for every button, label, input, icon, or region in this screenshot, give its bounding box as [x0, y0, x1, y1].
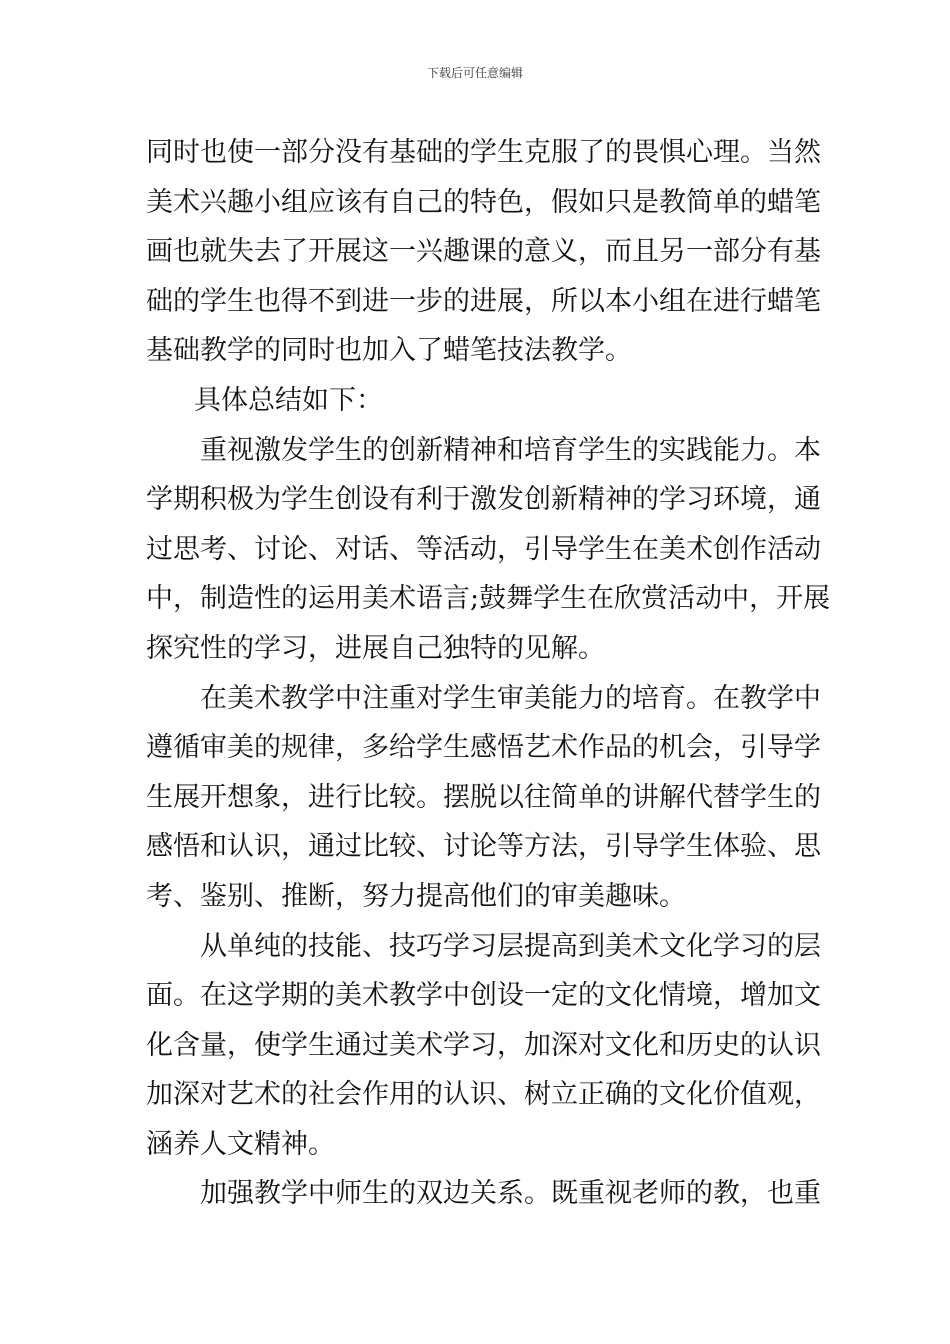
page-header: 下载后可任意编辑: [426, 66, 523, 80]
text-line: 基础教学的同时也加入了蜡笔技法教学。: [146, 335, 632, 367]
document-body: [146, 128, 831, 1219]
text-line: 具体总结如下：: [194, 384, 383, 416]
text-line: 生展开想象，进行比较。摆脱以往简单的讲解代替学生的: [146, 781, 821, 813]
text-line: 础的学生也得不到进一步的进展，所以本小组在进行蜡笔: [146, 285, 821, 317]
text-line: 考、鉴别、推断，努力提高他们的审美趣味。: [146, 880, 686, 912]
text-line: 涵养人文精神。: [146, 1128, 335, 1160]
text-line: 加深对艺术的社会作用的认识、树立正确的文化价值观，: [146, 1079, 821, 1111]
paragraph-start-line: 从单纯的技能、技巧学习层提高到美术文化学习的层: [200, 930, 821, 962]
text-line: 过思考、讨论、对话、等活动，引导学生在美术创作活动: [146, 533, 821, 565]
text-line: 面。在这学期的美术教学中创设一定的文化情境，增加文: [146, 980, 821, 1012]
text-line: 化含量，使学生通过美术学习，加深对文化和历史的认识: [146, 1029, 821, 1061]
text-line: 美术兴趣小组应该有自己的特色，假如只是教简单的蜡笔: [146, 186, 821, 218]
text-line: 同时也使一部分没有基础的学生克服了的畏惧心理。当然: [146, 137, 821, 168]
text-line: 画也就失去了开展这一兴趣课的意义，而且另一部分有基: [146, 236, 821, 268]
paragraph-start-line: 在美术教学中注重对学生审美能力的培育。在教学中: [200, 682, 821, 714]
text-line: 感悟和认识，通过比较、讨论等方法，引导学生体验、思: [146, 831, 821, 863]
text-line: 探究性的学习，进展自己独特的见解。: [146, 632, 605, 664]
text-line: 遵循审美的规律，多给学生感悟艺术作品的机会，引导学: [146, 732, 821, 764]
text-line: 学期积极为学生创设有利于激发创新精神的学习环境，通: [146, 484, 821, 516]
text-line: 中，制造性的运用美术语言;鼓舞学生在欣赏活动中，开展: [146, 583, 831, 615]
paragraph-start-line: 重视激发学生的创新精神和培育学生的实践能力。本: [200, 434, 821, 466]
paragraph-start-line: 加强教学中师生的双边关系。既重视老师的教，也重: [200, 1178, 821, 1210]
